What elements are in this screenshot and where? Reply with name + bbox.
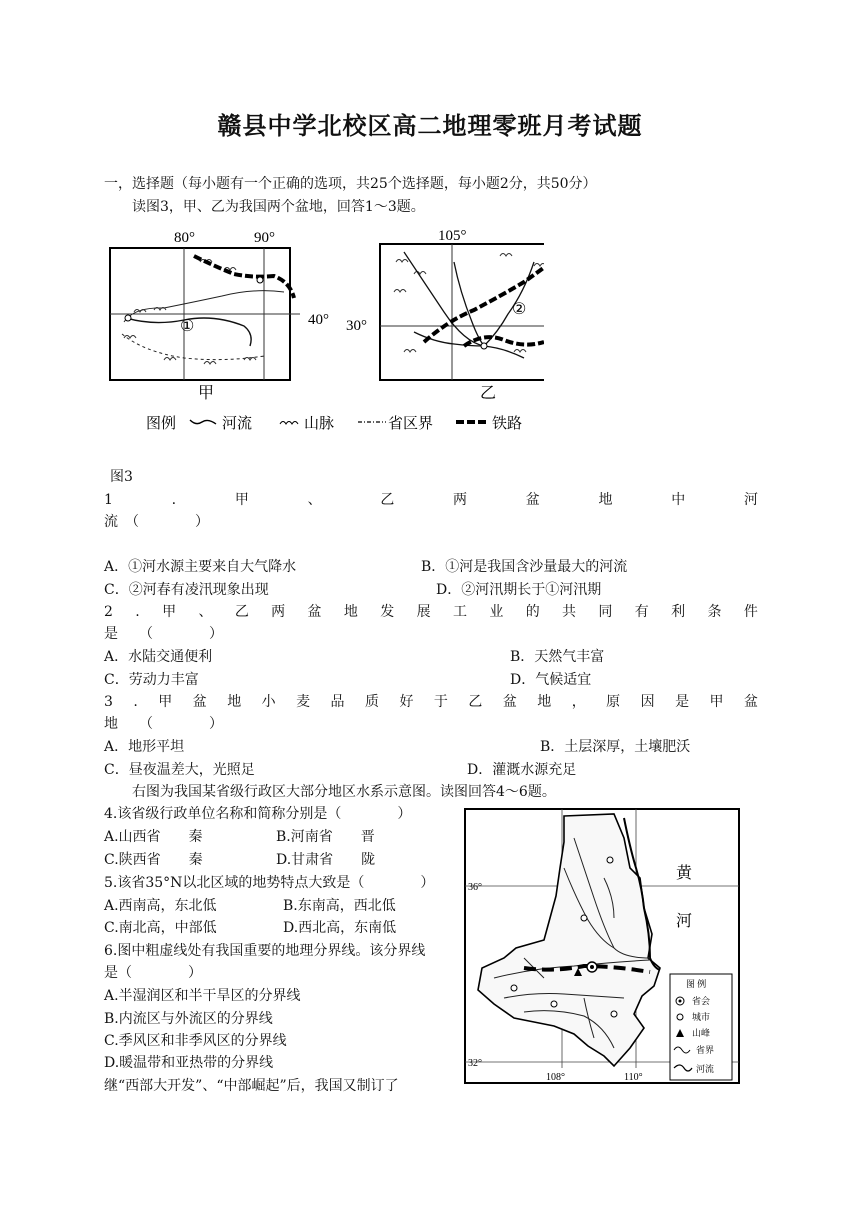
q2-stem-justified: [104, 602, 758, 622]
q1-char: 河: [743, 492, 758, 508]
city-symbol: [257, 277, 263, 283]
q6-option-a[interactable]: A.半湿润区和半干旱区的分界线: [104, 988, 301, 1004]
label-jia: 甲: [198, 385, 215, 402]
q5-option-b[interactable]: B.东南高，西北低: [283, 898, 396, 914]
q2-stem-tail: 是 （ ）: [104, 626, 223, 642]
railway-yi-2: [464, 337, 544, 346]
legend-title: 图 例: [686, 979, 707, 989]
lon-108-label: 108°: [546, 1072, 565, 1083]
city-symbol: [511, 985, 517, 991]
legend-river: 河流: [696, 1064, 715, 1074]
legend-boundary: 省区界: [388, 416, 434, 432]
q1-option-b[interactable]: B．①河是我国含沙量最大的河流: [421, 559, 628, 575]
q2-char: 条: [707, 604, 722, 620]
q1-char: 盆: [525, 492, 540, 508]
q2-char: 盆: [307, 604, 322, 620]
q3-char: 3: [104, 694, 113, 710]
kunlun-range: [122, 334, 264, 360]
q3-char: 甲: [158, 694, 173, 710]
city-symbol: [611, 1011, 617, 1017]
q3-option-d[interactable]: D．灌溉水源充足: [467, 762, 577, 778]
q3-char: ，: [571, 694, 586, 710]
lon-110-label: 110°: [624, 1072, 643, 1083]
figure-caption: 图3: [110, 469, 133, 485]
q5-option-c[interactable]: C.南北高，中部低: [104, 920, 217, 936]
lon-80-label: 80°: [174, 230, 195, 246]
q1-option-a[interactable]: A．①河水源主要来自大气降水: [104, 559, 297, 575]
lat-40-label: 40°: [308, 312, 329, 328]
figure-2-legend: [670, 974, 732, 1080]
q2-char: 、: [198, 604, 213, 620]
intro-text: 读图3，甲、乙为我国两个盆地，回答1～3题。: [132, 199, 425, 215]
q3-char: 原: [606, 694, 621, 710]
q6-stem-line1: 6.图中粗虚线处有我国重要的地理分界线。该分界线: [104, 943, 426, 959]
legend-prefix: 图例: [146, 416, 177, 432]
q3-char: 盆: [743, 694, 758, 710]
q3-char: 盆: [502, 694, 517, 710]
q2-char: 展: [416, 604, 431, 620]
q2-char: 工: [452, 604, 467, 620]
q3-char: 地: [227, 694, 242, 710]
q1-char: .: [171, 492, 177, 508]
q3-option-c[interactable]: C．昼夜温差大，光照足: [104, 762, 255, 778]
q3-stem-tail: 地 （ ）: [104, 716, 223, 732]
q2-option-d[interactable]: D．气候适宜: [510, 672, 592, 688]
q2-char: 利: [671, 604, 686, 620]
intro-text-2: 右图为我国某省级行政区大部分地区水系示意图。读图回答4～6题。: [132, 784, 556, 800]
q2-option-b[interactable]: B．天然气丰富: [510, 649, 605, 665]
city-symbol: [481, 343, 487, 349]
q3-char: 盆: [192, 694, 207, 710]
q1-char: 、: [307, 492, 322, 508]
city-symbol: [125, 315, 131, 321]
q3-char: 麦: [296, 694, 311, 710]
q3-char: 品: [330, 694, 345, 710]
q2-char: 发: [380, 604, 395, 620]
label-yi: 乙: [480, 385, 497, 402]
q1-char: 两: [453, 492, 468, 508]
figure-3-basin-maps: [104, 222, 544, 438]
q4-option-d[interactable]: D.甘肃省 陇: [276, 852, 376, 868]
legend-mountain: 山脉: [304, 416, 335, 432]
q3-char: 因: [640, 694, 655, 710]
q1-char: 乙: [380, 492, 395, 508]
q2-char: 2: [104, 604, 113, 620]
q2-char: 业: [489, 604, 504, 620]
q4-option-b[interactable]: B.河南省 晋: [276, 829, 375, 845]
q2-char: 的: [525, 604, 540, 620]
q2-char: 件: [743, 604, 758, 620]
q2-option-c[interactable]: C．劳动力丰富: [104, 672, 199, 688]
capital-xian: [587, 962, 597, 972]
legend-mountain-icon: [280, 422, 298, 425]
q3-char: 是: [675, 694, 690, 710]
city-symbol: [551, 1001, 557, 1007]
q3-stem-justified: [104, 692, 758, 712]
legend-river: 河流: [222, 416, 253, 432]
province-river-map: [464, 808, 740, 1086]
q5-option-a[interactable]: A.西南高，东北低: [104, 898, 217, 914]
q6-option-b[interactable]: B.内流区与外流区的分界线: [104, 1011, 273, 1027]
legend-capital: 省会: [692, 996, 711, 1006]
q1-stem-justified: [104, 490, 758, 510]
q1-stem-tail: 流 （ ）: [104, 514, 209, 530]
q3-char: .: [133, 694, 138, 710]
q1-option-c[interactable]: C．②河春有凌汛现象出现: [104, 582, 269, 598]
q2-char: .: [135, 604, 140, 620]
q3-option-b[interactable]: B．土层深厚，土壤肥沃: [540, 739, 691, 755]
legend-boundary: 省界: [696, 1045, 715, 1055]
q2-char: 共: [562, 604, 577, 620]
lat-32-label: 32°: [468, 1058, 482, 1069]
q2-char: 地: [343, 604, 358, 620]
q3-char: 好: [399, 694, 414, 710]
lon-105-label: 105°: [438, 228, 467, 244]
marker-1: ①: [180, 318, 195, 335]
q3-char: 小: [261, 694, 276, 710]
marker-2: ②: [512, 301, 527, 318]
railway-yi: [424, 252, 544, 342]
q1-char: 中: [671, 492, 686, 508]
legend-city: 城市: [692, 1012, 711, 1022]
q3-char: 地: [537, 694, 552, 710]
q3-char: 质: [365, 694, 379, 710]
legend-peak: 山峰: [692, 1028, 711, 1038]
q1-option-d[interactable]: D．②河汛期长于①河汛期: [436, 582, 602, 598]
figure-3-legend: [146, 415, 522, 432]
q1-char: 1: [104, 492, 113, 508]
city-symbol: [581, 915, 587, 921]
q1-char: 甲: [234, 492, 249, 508]
q2-option-a[interactable]: A．水陆交通便利: [104, 649, 213, 665]
river-label-huang: 黄: [676, 865, 693, 882]
page-title: 赣县中学北校区高二地理零班月考试题: [217, 111, 643, 140]
q5-option-d[interactable]: D.西北高，东南低: [283, 920, 397, 936]
continuation-text: 继“西部大开发”、“中部崛起”后，我国又制订了: [104, 1078, 399, 1094]
q6-option-c[interactable]: C.季风区和非季风区的分界线: [104, 1033, 287, 1049]
q2-char: 有: [634, 604, 649, 620]
q6-stem-line2: 是（ ）: [104, 965, 202, 981]
legend-river-icon: [190, 420, 216, 424]
q2-char: 同: [598, 604, 613, 620]
q4-option-c[interactable]: C.陕西省 秦: [104, 852, 203, 868]
q3-char: 乙: [468, 694, 483, 710]
section-heading: 一，选择题（每小题有一个正确的选项，共25个选择题，每小题2分，共50分）: [104, 176, 597, 192]
q6-option-d[interactable]: D.暖温带和亚热带的分界线: [104, 1055, 274, 1071]
lon-90-label: 90°: [254, 230, 275, 246]
q3-option-a[interactable]: A．地形平坦: [104, 739, 185, 755]
q1-char: 地: [598, 492, 613, 508]
legend-railway: 铁路: [492, 416, 523, 432]
lat-36-label: 36°: [468, 882, 482, 893]
q2-char: 两: [271, 604, 286, 620]
lat-30-label: 30°: [346, 318, 367, 334]
q3-char: 甲: [709, 694, 724, 710]
river-label-he: 河: [676, 913, 693, 930]
q2-char: 乙: [234, 604, 249, 620]
q4-stem: 4.该省级行政单位名称和简称分别是（ ）: [104, 806, 412, 822]
q3-char: 于: [433, 694, 448, 710]
city-symbol: [607, 857, 613, 863]
q2-char: 甲: [162, 604, 177, 620]
q5-stem: 5.该省35°N以北区域的地势特点大致是（ ）: [104, 875, 435, 891]
q4-option-a[interactable]: A.山西省 秦: [104, 829, 203, 845]
